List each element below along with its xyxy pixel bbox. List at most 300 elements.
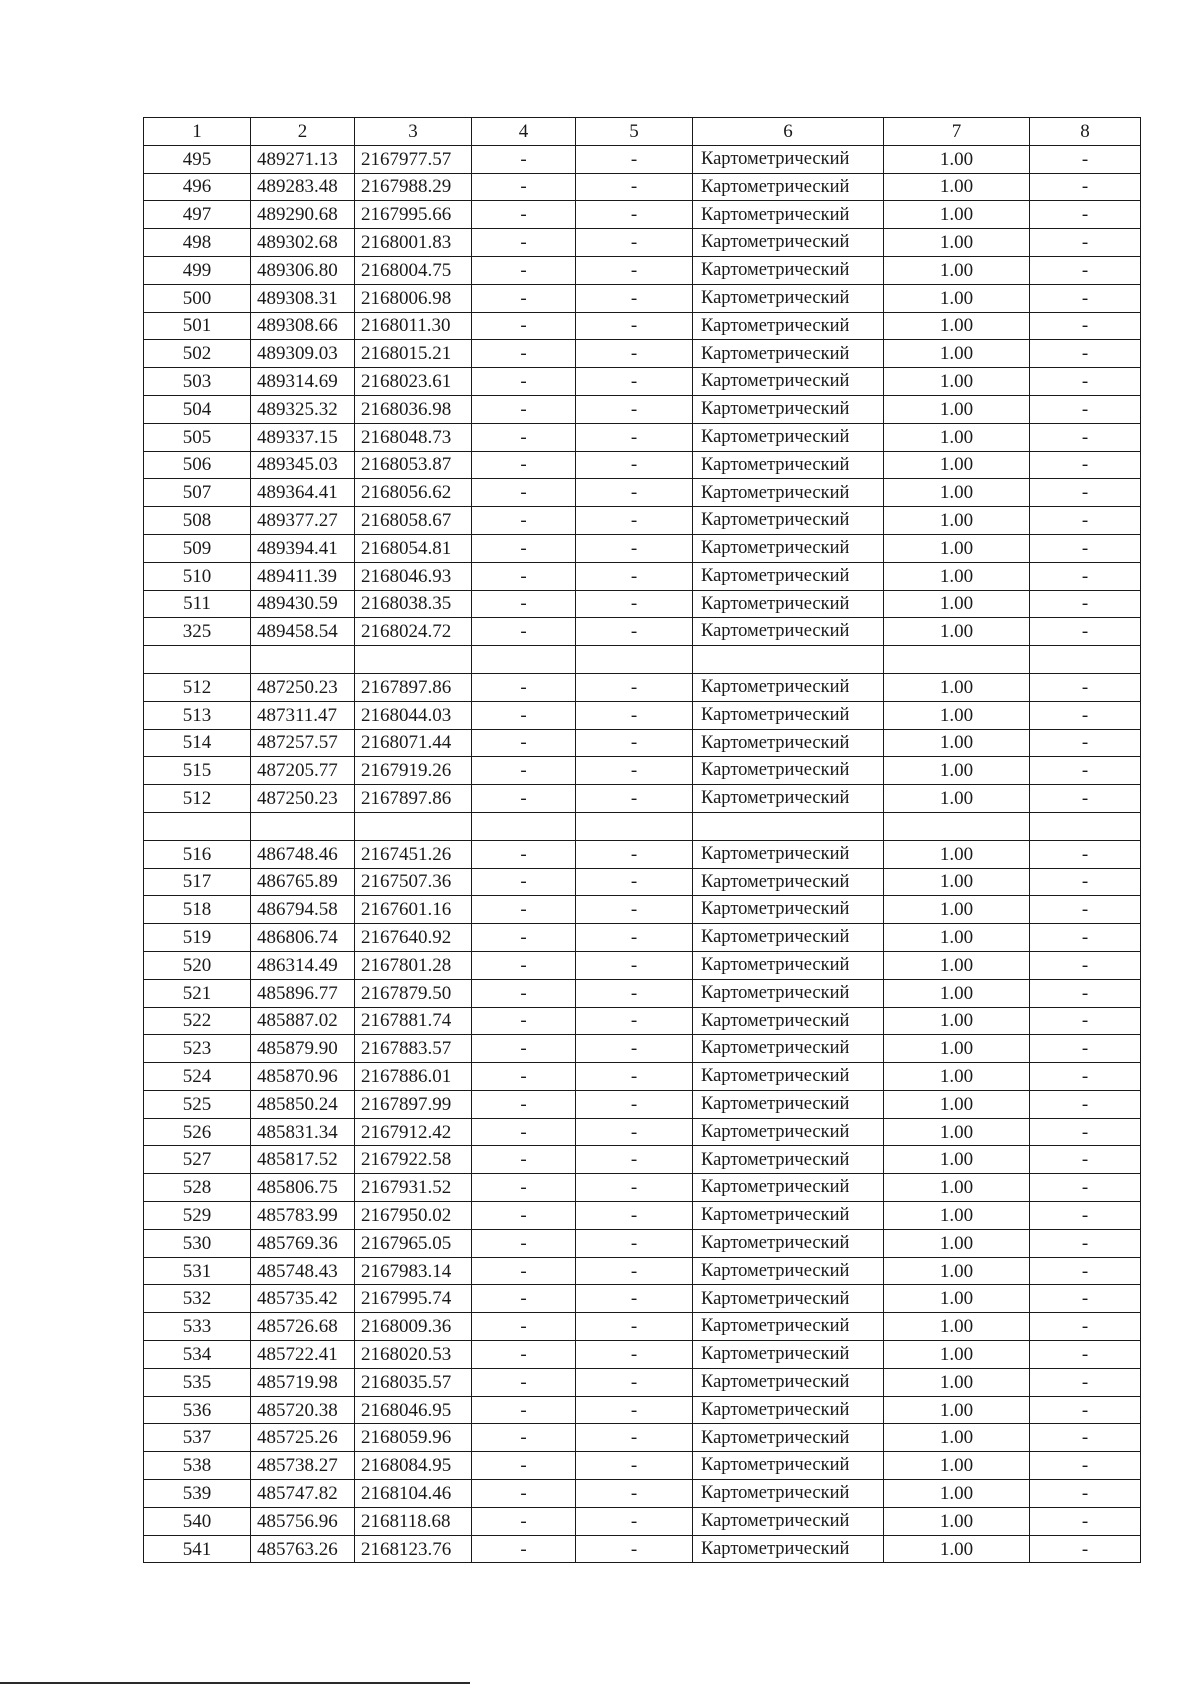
table-cell: 2168004.75 bbox=[355, 256, 472, 284]
table-cell: 325 bbox=[144, 618, 251, 646]
table-cell: - bbox=[576, 256, 693, 284]
column-header: 2 bbox=[251, 118, 355, 146]
table-cell: 486794.58 bbox=[251, 896, 355, 924]
table-cell: - bbox=[576, 1396, 693, 1424]
empty-cell bbox=[576, 812, 693, 840]
table-cell: - bbox=[472, 507, 576, 535]
table-cell: - bbox=[1030, 618, 1141, 646]
table-cell: 485870.96 bbox=[251, 1063, 355, 1091]
table-cell: - bbox=[576, 562, 693, 590]
table-cell: 504 bbox=[144, 395, 251, 423]
table-cell: - bbox=[1030, 1285, 1141, 1313]
table-cell: Картометрический bbox=[693, 1146, 884, 1174]
table-cell: - bbox=[576, 451, 693, 479]
table-cell: - bbox=[1030, 951, 1141, 979]
table-cell: - bbox=[472, 1229, 576, 1257]
table-cell: 505 bbox=[144, 423, 251, 451]
table-cell: - bbox=[576, 1313, 693, 1341]
table-cell: 2167912.42 bbox=[355, 1118, 472, 1146]
table-cell: 2167950.02 bbox=[355, 1202, 472, 1230]
table-cell: - bbox=[472, 229, 576, 257]
table-cell: - bbox=[472, 1202, 576, 1230]
table-cell: 515 bbox=[144, 757, 251, 785]
table-row bbox=[144, 924, 1141, 952]
table-cell: - bbox=[576, 757, 693, 785]
table-cell: 1.00 bbox=[884, 896, 1030, 924]
table-cell: 522 bbox=[144, 1007, 251, 1035]
table-cell: - bbox=[576, 868, 693, 896]
table-cell: 2168038.35 bbox=[355, 590, 472, 618]
table-cell: Картометрический bbox=[693, 145, 884, 173]
table-cell: - bbox=[1030, 1146, 1141, 1174]
table-cell: Картометрический bbox=[693, 1285, 884, 1313]
table-row bbox=[144, 1090, 1141, 1118]
table-cell: 500 bbox=[144, 284, 251, 312]
table-cell: 2168118.68 bbox=[355, 1507, 472, 1535]
table-cell: 2168023.61 bbox=[355, 368, 472, 396]
table-row bbox=[144, 1341, 1141, 1369]
table-cell: 1.00 bbox=[884, 729, 1030, 757]
table-cell: 487250.23 bbox=[251, 785, 355, 813]
table-cell: 1.00 bbox=[884, 1480, 1030, 1508]
column-header: 3 bbox=[355, 118, 472, 146]
table-cell: - bbox=[1030, 729, 1141, 757]
table-cell: Картометрический bbox=[693, 312, 884, 340]
table-cell: - bbox=[472, 1090, 576, 1118]
table-cell: Картометрический bbox=[693, 1174, 884, 1202]
table-cell: - bbox=[472, 1174, 576, 1202]
table-cell: - bbox=[1030, 534, 1141, 562]
table-cell: - bbox=[1030, 785, 1141, 813]
table-cell: Картометрический bbox=[693, 1007, 884, 1035]
table-cell: Картометрический bbox=[693, 284, 884, 312]
table-cell: 2168006.98 bbox=[355, 284, 472, 312]
table-cell: 1.00 bbox=[884, 979, 1030, 1007]
table-cell: 510 bbox=[144, 562, 251, 590]
table-cell: 1.00 bbox=[884, 1257, 1030, 1285]
separator-row bbox=[144, 646, 1141, 674]
table-cell: Картометрический bbox=[693, 1090, 884, 1118]
table-cell: 485735.42 bbox=[251, 1285, 355, 1313]
table-cell: 485763.26 bbox=[251, 1535, 355, 1563]
table-cell: - bbox=[1030, 840, 1141, 868]
table-cell: 485747.82 bbox=[251, 1480, 355, 1508]
table-cell: 489306.80 bbox=[251, 256, 355, 284]
table-cell: Картометрический bbox=[693, 423, 884, 451]
table-cell: Картометрический bbox=[693, 1507, 884, 1535]
column-header: 6 bbox=[693, 118, 884, 146]
empty-cell bbox=[251, 646, 355, 674]
table-row bbox=[144, 1257, 1141, 1285]
table-cell: 497 bbox=[144, 201, 251, 229]
table-cell: 485831.34 bbox=[251, 1118, 355, 1146]
table-cell: - bbox=[472, 534, 576, 562]
table-row bbox=[144, 979, 1141, 1007]
table-cell: - bbox=[472, 1368, 576, 1396]
table-cell: 485719.98 bbox=[251, 1368, 355, 1396]
table-cell: - bbox=[576, 1368, 693, 1396]
table-body bbox=[144, 118, 1141, 1563]
table-row bbox=[144, 507, 1141, 535]
table-cell: 2167897.86 bbox=[355, 673, 472, 701]
table-cell: 1.00 bbox=[884, 924, 1030, 952]
table-cell: - bbox=[472, 340, 576, 368]
table-cell: - bbox=[1030, 1396, 1141, 1424]
table-row bbox=[144, 701, 1141, 729]
table-cell: - bbox=[472, 201, 576, 229]
table-cell: - bbox=[1030, 590, 1141, 618]
table-cell: 485726.68 bbox=[251, 1313, 355, 1341]
table-cell: 485769.36 bbox=[251, 1229, 355, 1257]
table-cell: Картометрический bbox=[693, 590, 884, 618]
table-cell: - bbox=[1030, 1535, 1141, 1563]
empty-cell bbox=[693, 812, 884, 840]
table-cell: 1.00 bbox=[884, 395, 1030, 423]
table-cell: 1.00 bbox=[884, 562, 1030, 590]
table-cell: - bbox=[1030, 1007, 1141, 1035]
table-cell: 489309.03 bbox=[251, 340, 355, 368]
table-cell: - bbox=[576, 229, 693, 257]
table-row bbox=[144, 395, 1141, 423]
coordinates-table bbox=[143, 117, 1141, 1563]
table-cell: 2168084.95 bbox=[355, 1452, 472, 1480]
table-row bbox=[144, 1424, 1141, 1452]
table-cell: - bbox=[576, 1202, 693, 1230]
table-cell: 2168071.44 bbox=[355, 729, 472, 757]
table-cell: - bbox=[576, 840, 693, 868]
table-row bbox=[144, 229, 1141, 257]
table-cell: 2168104.46 bbox=[355, 1480, 472, 1508]
table-cell: - bbox=[576, 284, 693, 312]
table-cell: 536 bbox=[144, 1396, 251, 1424]
table-cell: 485720.38 bbox=[251, 1396, 355, 1424]
table-cell: 502 bbox=[144, 340, 251, 368]
table-cell: 2168011.30 bbox=[355, 312, 472, 340]
table-row bbox=[144, 368, 1141, 396]
table-cell: Картометрический bbox=[693, 229, 884, 257]
table-cell: Картометрический bbox=[693, 1313, 884, 1341]
table-cell: - bbox=[472, 701, 576, 729]
table-cell: 1.00 bbox=[884, 256, 1030, 284]
table-cell: - bbox=[576, 340, 693, 368]
table-cell: 1.00 bbox=[884, 340, 1030, 368]
table-cell: 489283.48 bbox=[251, 173, 355, 201]
table-cell: - bbox=[472, 256, 576, 284]
table-cell: Картометрический bbox=[693, 256, 884, 284]
table-cell: - bbox=[576, 1035, 693, 1063]
table-row bbox=[144, 312, 1141, 340]
table-cell: - bbox=[1030, 979, 1141, 1007]
table-cell: 1.00 bbox=[884, 1118, 1030, 1146]
table-cell: - bbox=[1030, 1507, 1141, 1535]
table-cell: 2168009.36 bbox=[355, 1313, 472, 1341]
table-cell: - bbox=[472, 757, 576, 785]
table-cell: 486748.46 bbox=[251, 840, 355, 868]
table-cell: 2168048.73 bbox=[355, 423, 472, 451]
empty-cell bbox=[576, 646, 693, 674]
table-cell: Картометрический bbox=[693, 924, 884, 952]
table-cell: 2167922.58 bbox=[355, 1146, 472, 1174]
table-row bbox=[144, 896, 1141, 924]
table-cell: 1.00 bbox=[884, 312, 1030, 340]
table-cell: - bbox=[472, 451, 576, 479]
table-row bbox=[144, 1480, 1141, 1508]
table-cell: 532 bbox=[144, 1285, 251, 1313]
table-cell: - bbox=[1030, 924, 1141, 952]
table-header-row bbox=[144, 118, 1141, 146]
table-cell: 516 bbox=[144, 840, 251, 868]
table-cell: 1.00 bbox=[884, 145, 1030, 173]
table-cell: 521 bbox=[144, 979, 251, 1007]
table-cell: 1.00 bbox=[884, 201, 1030, 229]
table-cell: 1.00 bbox=[884, 590, 1030, 618]
table-cell: 1.00 bbox=[884, 1229, 1030, 1257]
table-cell: 2167995.74 bbox=[355, 1285, 472, 1313]
table-cell: 1.00 bbox=[884, 1146, 1030, 1174]
table-cell: 2168123.76 bbox=[355, 1535, 472, 1563]
table-row bbox=[144, 1118, 1141, 1146]
table-cell: - bbox=[1030, 1424, 1141, 1452]
table-cell: - bbox=[1030, 562, 1141, 590]
table-cell: 489314.69 bbox=[251, 368, 355, 396]
table-cell: 525 bbox=[144, 1090, 251, 1118]
table-cell: 1.00 bbox=[884, 1396, 1030, 1424]
table-cell: - bbox=[576, 534, 693, 562]
table-cell: 541 bbox=[144, 1535, 251, 1563]
table-cell: 1.00 bbox=[884, 423, 1030, 451]
table-cell: 485748.43 bbox=[251, 1257, 355, 1285]
table-cell: 1.00 bbox=[884, 368, 1030, 396]
table-cell: 509 bbox=[144, 534, 251, 562]
table-cell: - bbox=[472, 618, 576, 646]
table-cell: - bbox=[472, 1507, 576, 1535]
table-row bbox=[144, 1368, 1141, 1396]
table-cell: - bbox=[576, 395, 693, 423]
table-cell: 2168054.81 bbox=[355, 534, 472, 562]
table-cell: 534 bbox=[144, 1341, 251, 1369]
table-cell: 1.00 bbox=[884, 951, 1030, 979]
table-cell: 2167919.26 bbox=[355, 757, 472, 785]
table-cell: Картометрический bbox=[693, 840, 884, 868]
table-cell: 1.00 bbox=[884, 868, 1030, 896]
table-cell: Картометрический bbox=[693, 951, 884, 979]
table-cell: 1.00 bbox=[884, 757, 1030, 785]
table-row bbox=[144, 201, 1141, 229]
table-row bbox=[144, 1146, 1141, 1174]
table-cell: Картометрический bbox=[693, 1035, 884, 1063]
table-row bbox=[144, 1396, 1141, 1424]
table-cell: 489345.03 bbox=[251, 451, 355, 479]
table-cell: 512 bbox=[144, 785, 251, 813]
table-cell: 519 bbox=[144, 924, 251, 952]
table-cell: - bbox=[472, 1535, 576, 1563]
table-cell: 495 bbox=[144, 145, 251, 173]
empty-cell bbox=[884, 812, 1030, 840]
table-cell: - bbox=[472, 868, 576, 896]
table-cell: - bbox=[1030, 701, 1141, 729]
table-cell: - bbox=[472, 1118, 576, 1146]
table-cell: 1.00 bbox=[884, 173, 1030, 201]
table-cell: Картометрический bbox=[693, 507, 884, 535]
table-cell: 2167931.52 bbox=[355, 1174, 472, 1202]
table-cell: 535 bbox=[144, 1368, 251, 1396]
table-cell: - bbox=[1030, 340, 1141, 368]
table-cell: - bbox=[472, 1035, 576, 1063]
table-row bbox=[144, 785, 1141, 813]
table-cell: 2167988.29 bbox=[355, 173, 472, 201]
table-cell: Картометрический bbox=[693, 1118, 884, 1146]
table-row bbox=[144, 284, 1141, 312]
table-cell: 511 bbox=[144, 590, 251, 618]
table-cell: 2168015.21 bbox=[355, 340, 472, 368]
table-cell: 489290.68 bbox=[251, 201, 355, 229]
table-cell: 517 bbox=[144, 868, 251, 896]
table-cell: - bbox=[576, 1118, 693, 1146]
empty-cell bbox=[693, 646, 884, 674]
table-cell: - bbox=[1030, 312, 1141, 340]
table-cell: 2167879.50 bbox=[355, 979, 472, 1007]
table-cell: Картометрический bbox=[693, 1341, 884, 1369]
table-cell: - bbox=[1030, 507, 1141, 535]
table-cell: - bbox=[472, 1063, 576, 1091]
table-cell: 1.00 bbox=[884, 1535, 1030, 1563]
table-cell: 489308.66 bbox=[251, 312, 355, 340]
table-cell: - bbox=[472, 729, 576, 757]
table-cell: - bbox=[576, 423, 693, 451]
table-row bbox=[144, 1035, 1141, 1063]
table-row bbox=[144, 340, 1141, 368]
table-cell: - bbox=[1030, 896, 1141, 924]
table-cell: Картометрический bbox=[693, 534, 884, 562]
table-row bbox=[144, 1202, 1141, 1230]
coordinates-table-container bbox=[143, 117, 1140, 1563]
table-cell: 1.00 bbox=[884, 701, 1030, 729]
table-cell: - bbox=[472, 423, 576, 451]
table-row bbox=[144, 618, 1141, 646]
table-cell: - bbox=[472, 1424, 576, 1452]
table-row bbox=[144, 673, 1141, 701]
table-cell: - bbox=[472, 1452, 576, 1480]
table-cell: - bbox=[472, 1285, 576, 1313]
table-cell: - bbox=[472, 479, 576, 507]
table-cell: Картометрический bbox=[693, 1229, 884, 1257]
table-cell: 530 bbox=[144, 1229, 251, 1257]
table-cell: 1.00 bbox=[884, 451, 1030, 479]
table-cell: - bbox=[576, 145, 693, 173]
table-cell: 485722.41 bbox=[251, 1341, 355, 1369]
table-cell: - bbox=[576, 201, 693, 229]
table-cell: 2167886.01 bbox=[355, 1063, 472, 1091]
table-cell: 1.00 bbox=[884, 1313, 1030, 1341]
table-cell: 499 bbox=[144, 256, 251, 284]
table-cell: 2168058.67 bbox=[355, 507, 472, 535]
column-header: 4 bbox=[472, 118, 576, 146]
table-cell: 1.00 bbox=[884, 1202, 1030, 1230]
table-cell: 523 bbox=[144, 1035, 251, 1063]
table-cell: 1.00 bbox=[884, 1007, 1030, 1035]
table-cell: - bbox=[576, 673, 693, 701]
table-cell: 1.00 bbox=[884, 618, 1030, 646]
table-cell: 2167801.28 bbox=[355, 951, 472, 979]
table-row bbox=[144, 840, 1141, 868]
table-cell: 489308.31 bbox=[251, 284, 355, 312]
table-row bbox=[144, 1313, 1141, 1341]
table-cell: - bbox=[472, 1007, 576, 1035]
table-cell: Картометрический bbox=[693, 340, 884, 368]
table-cell: 486806.74 bbox=[251, 924, 355, 952]
table-cell: 2168046.95 bbox=[355, 1396, 472, 1424]
table-cell: 528 bbox=[144, 1174, 251, 1202]
table-cell: 1.00 bbox=[884, 534, 1030, 562]
table-cell: 485850.24 bbox=[251, 1090, 355, 1118]
table-cell: 2167507.36 bbox=[355, 868, 472, 896]
column-header: 7 bbox=[884, 118, 1030, 146]
table-cell: 485879.90 bbox=[251, 1035, 355, 1063]
table-cell: - bbox=[576, 1424, 693, 1452]
table-cell: - bbox=[1030, 1174, 1141, 1202]
table-cell: Картометрический bbox=[693, 979, 884, 1007]
table-cell: - bbox=[472, 1341, 576, 1369]
table-cell: 1.00 bbox=[884, 1368, 1030, 1396]
page-bottom-rule bbox=[0, 1682, 470, 1684]
separator-row bbox=[144, 812, 1141, 840]
table-cell: - bbox=[1030, 1480, 1141, 1508]
table-cell: - bbox=[576, 1257, 693, 1285]
table-cell: - bbox=[1030, 1368, 1141, 1396]
table-cell: 527 bbox=[144, 1146, 251, 1174]
table-cell: - bbox=[472, 896, 576, 924]
table-row bbox=[144, 1285, 1141, 1313]
table-cell: 1.00 bbox=[884, 1063, 1030, 1091]
table-cell: 2167977.57 bbox=[355, 145, 472, 173]
table-cell: - bbox=[576, 1229, 693, 1257]
table-cell: 1.00 bbox=[884, 229, 1030, 257]
table-row bbox=[144, 757, 1141, 785]
table-cell: - bbox=[1030, 1341, 1141, 1369]
table-cell: - bbox=[576, 701, 693, 729]
table-cell: Картометрический bbox=[693, 701, 884, 729]
table-cell: - bbox=[1030, 868, 1141, 896]
table-cell: 485896.77 bbox=[251, 979, 355, 1007]
table-row bbox=[144, 1229, 1141, 1257]
table-cell: 506 bbox=[144, 451, 251, 479]
table-cell: 2167451.26 bbox=[355, 840, 472, 868]
table-cell: Картометрический bbox=[693, 868, 884, 896]
table-cell: 498 bbox=[144, 229, 251, 257]
table-cell: 2168046.93 bbox=[355, 562, 472, 590]
table-cell: 518 bbox=[144, 896, 251, 924]
table-cell: Картометрический bbox=[693, 1535, 884, 1563]
table-cell: - bbox=[1030, 673, 1141, 701]
table-cell: 1.00 bbox=[884, 1341, 1030, 1369]
table-cell: - bbox=[472, 1396, 576, 1424]
table-cell: 2168053.87 bbox=[355, 451, 472, 479]
table-cell: 1.00 bbox=[884, 479, 1030, 507]
table-cell: 524 bbox=[144, 1063, 251, 1091]
table-cell: - bbox=[576, 1341, 693, 1369]
table-cell: - bbox=[576, 1174, 693, 1202]
table-cell: 485738.27 bbox=[251, 1452, 355, 1480]
table-cell: 512 bbox=[144, 673, 251, 701]
table-row bbox=[144, 590, 1141, 618]
table-cell: 2167881.74 bbox=[355, 1007, 472, 1035]
empty-cell bbox=[1030, 646, 1141, 674]
table-cell: 514 bbox=[144, 729, 251, 757]
table-cell: - bbox=[1030, 173, 1141, 201]
table-cell: - bbox=[1030, 1118, 1141, 1146]
table-cell: Картометрический bbox=[693, 618, 884, 646]
table-cell: - bbox=[576, 896, 693, 924]
